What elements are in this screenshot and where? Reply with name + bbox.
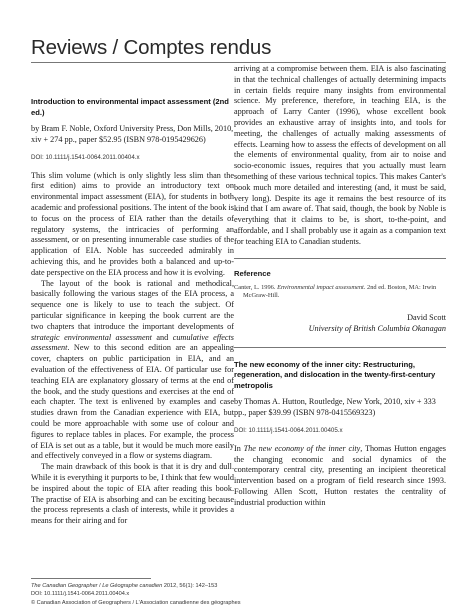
- review1-paragraph-1: This slim volume (which is only slightly less slim than the first edition) aims to provide an introductory text on environmental impact assessment (EIA), for students in both academic and professional positions. The intent of the book is to focus on the process of EIA rather than the details of regulatory systems, the intricacies of performing an assessment, or on presenting innumerable case studies of the application of EIA. Noble has succeeded admirably in achieving this, and he provides both a balanced and up-to-date perspective on the EIA process and how it is evolving.: [31, 170, 234, 277]
- footer-rule: [31, 578, 151, 579]
- footer-journal-name: The Canadian Geographer: [31, 583, 98, 589]
- para-text: and: [151, 332, 173, 342]
- page-footer: [31, 582, 241, 607]
- para-emphasis: The new economy of the inner city: [243, 443, 361, 453]
- review1-doi: DOI: 10.1111/j.1541-0064.2011.00404.x: [31, 153, 140, 161]
- review2-title: The new economy of the inner city: Restructuring, regeneration, and dislocation in the twenty-first-century metropolis: [234, 359, 436, 390]
- review1-title: Introduction to environmental impact assessment (2nd ed.): [31, 97, 229, 117]
- ref-text: Canter, L. 1996.: [234, 283, 278, 291]
- reference-rule: [234, 258, 446, 259]
- ref-text: . 2nd ed. Boston, MA: Irwin McGraw-Hill.: [243, 283, 437, 300]
- footer-doi: DOI: 10.1111/j.1541-0064.2011.00404.x: [31, 591, 130, 598]
- right-column: [234, 64, 446, 509]
- para-text: . New to this second edition are an appealing cover, chapters on public participation in EIA, and an evaluation of the effectiveness of EIA. Of particular use for teaching EIA are explanatory glossary of terms at the end of the book, and the study questions and exercises at the end of each chapter. The text is enlivened by examples and case studies drawn from the Canadian experience with EIA, but could be more approachable with some use of colour and figures to replace tables in places. For example, the process of EIA is set out as a table, but it would be much more easily and effectively conveyed in a flow or systems diagram.: [31, 343, 234, 461]
- reviewer-affiliation: University of British Columbia Okanagan: [308, 323, 446, 333]
- reviewer-name: David Scott: [407, 313, 446, 323]
- ref-title: Environmental impact assessment: [277, 283, 364, 291]
- footer-volume: 2012, 56(1): 142–153: [162, 583, 218, 589]
- review2-doi: DOI: 10.1111/j.1541-0064.2011.00405.x: [234, 426, 343, 434]
- review2-bibliography: by Thomas A. Hutton, Routledge, New York, 2010, xiv + 333 pp., paper $39.99 (ISBN 978-0415569323): [234, 397, 436, 418]
- footer-journal-line: [31, 582, 241, 590]
- left-column: [31, 97, 234, 527]
- section-header-title: Reviews / Comptes rendus: [31, 36, 272, 59]
- para-emphasis: cumulative effects assessment: [31, 332, 234, 353]
- para-emphasis: strategic environmental assessment: [31, 332, 152, 342]
- review-separator-rule: [234, 347, 446, 348]
- footer-copyright: © Canadian Association of Geographers / L'Association canadienne des géographes: [31, 599, 241, 606]
- header-rule: [31, 62, 446, 63]
- review1-bibliography: by Bram F. Noble, Oxford University Press, Don Mills, 2010, xiv + 274 pp., paper $52.95 (ISBN 978-0195429626): [31, 124, 234, 144]
- footer-separator: /: [97, 583, 103, 589]
- review2-paragraph-1: [234, 444, 446, 509]
- para-text: , Thomas Hutton engages the changing economic and social dynamics of the contemporary central city, presenting an incipient theoretical intervention based on a program of field research since 1993. Following Allen Scott, Hutton restates the centrality of industrial production within: [234, 443, 446, 507]
- para-text: The layout of the book is rational and methodical, basically following the various stages of the EIA process, a sequence one is likely to use to teach the subject. Of particular significance in keeping the book current are the two chapters that introduce the important developments of: [31, 278, 234, 331]
- para-text: In: [234, 443, 244, 453]
- reference-entry: [234, 284, 446, 302]
- reference-heading: Reference: [234, 268, 271, 278]
- review1-paragraph-3: The main drawback of this book is that it is dry and dull. While it is everything it purports to be, I think that few would be inspired about the topic of EIA after reading this book. The practise of EIA is absorbing and can be exciting because the process represents a clash of interests, while it provides a means for their airing and for: [31, 462, 234, 526]
- review1-paragraph-4: arriving at a compromise between them. EIA is also fascinating in that the technical challenges of actually determining impacts in certain fields require many insights from environmental science. My preference, therefore, in teaching EIA, is the approach of Larry Canter (1996), whose excellent book provides an exhaustive array of insights into, and tools for meeting, the challenges of actually making assessments of effects. Learning how to assess the effects of development on all the elements of environmental quality, from air to noise and socio-economic issues, requires that you actually must learn something of these various technical topics. This makes Canter's book much more detailed and interesting (and, it must be said, very long). Despite its age it remains the best resource of its kind that I am aware of. That said, though, the book by Noble is everything that it claims to be, is short, to-the-point, and affordable, and I shall probably use it again as a companion text for teaching EIA to Canadian students.: [234, 64, 446, 246]
- footer-journal-name-fr: Le Géographe canadien: [102, 583, 163, 589]
- review1-paragraph-2: [31, 279, 234, 463]
